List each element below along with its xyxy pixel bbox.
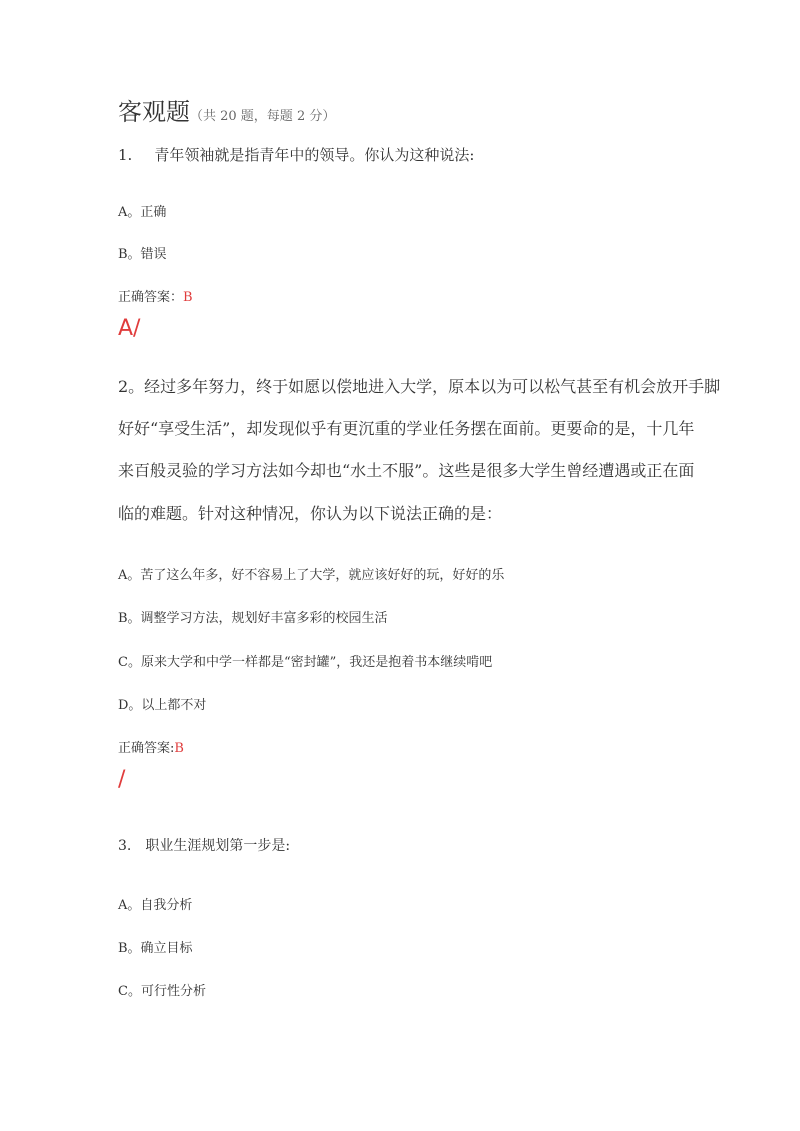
question-3 — [118, 835, 290, 855]
option-b: B。调整学习方法，规划好丰富多彩的校园生活 — [118, 611, 388, 626]
option-a: A。自我分析 — [118, 898, 193, 913]
answer-label: 正确答案: — [118, 741, 175, 756]
question-2-line-2: 好好“享受生活”，却发现似乎有更沉重的学业任务摆在面前。更要命的是，十几年 — [118, 419, 695, 438]
question-text: 青年领袖就是指青年中的领导。你认为这种说法: — [154, 146, 475, 164]
question-number: 3. — [118, 838, 132, 854]
option-c: C。可行性分析 — [118, 984, 206, 999]
answer-line — [118, 737, 184, 756]
question-number: 1. — [118, 146, 133, 164]
answer-value: B — [183, 290, 193, 305]
option-a: A。正确 — [118, 205, 167, 220]
section-subtitle: （共 20 题，每题 2 分） — [190, 109, 336, 124]
handwritten-mark: / — [118, 767, 126, 792]
option-a: A。苦了这么年多，好不容易上了大学，就应该好好的玩，好好的乐 — [118, 568, 505, 583]
option-c: C。原来大学和中学一样都是“密封罐”，我还是抱着书本继续啃吧 — [118, 655, 493, 670]
section-title: 客观题 — [118, 98, 190, 126]
question-2-line-4: 临的难题。针对这种情况，你认为以下说法正确的是： — [118, 504, 503, 523]
option-b: B。确立目标 — [118, 941, 193, 956]
handwritten-mark: A/ — [118, 316, 141, 341]
option-d: D。以上都不对 — [118, 698, 207, 713]
question-2-line-1: 2。经过多年努力，终于如愿以偿地进入大学，原本以为可以松气甚至有机会放开手脚 — [118, 377, 721, 396]
question-text: 职业生涯规划第一步是: — [145, 838, 291, 854]
option-b: B。错误 — [118, 247, 167, 262]
question-1 — [118, 144, 474, 165]
question-2-line-3: 来百般灵验的学习方法如今却也“水土不服”。这些是很多大学生曾经遭遇或正在面 — [118, 461, 695, 480]
section-header — [118, 92, 335, 127]
answer-line — [118, 286, 193, 305]
answer-value: B — [174, 741, 184, 756]
answer-label: 正确答案： — [118, 290, 184, 305]
